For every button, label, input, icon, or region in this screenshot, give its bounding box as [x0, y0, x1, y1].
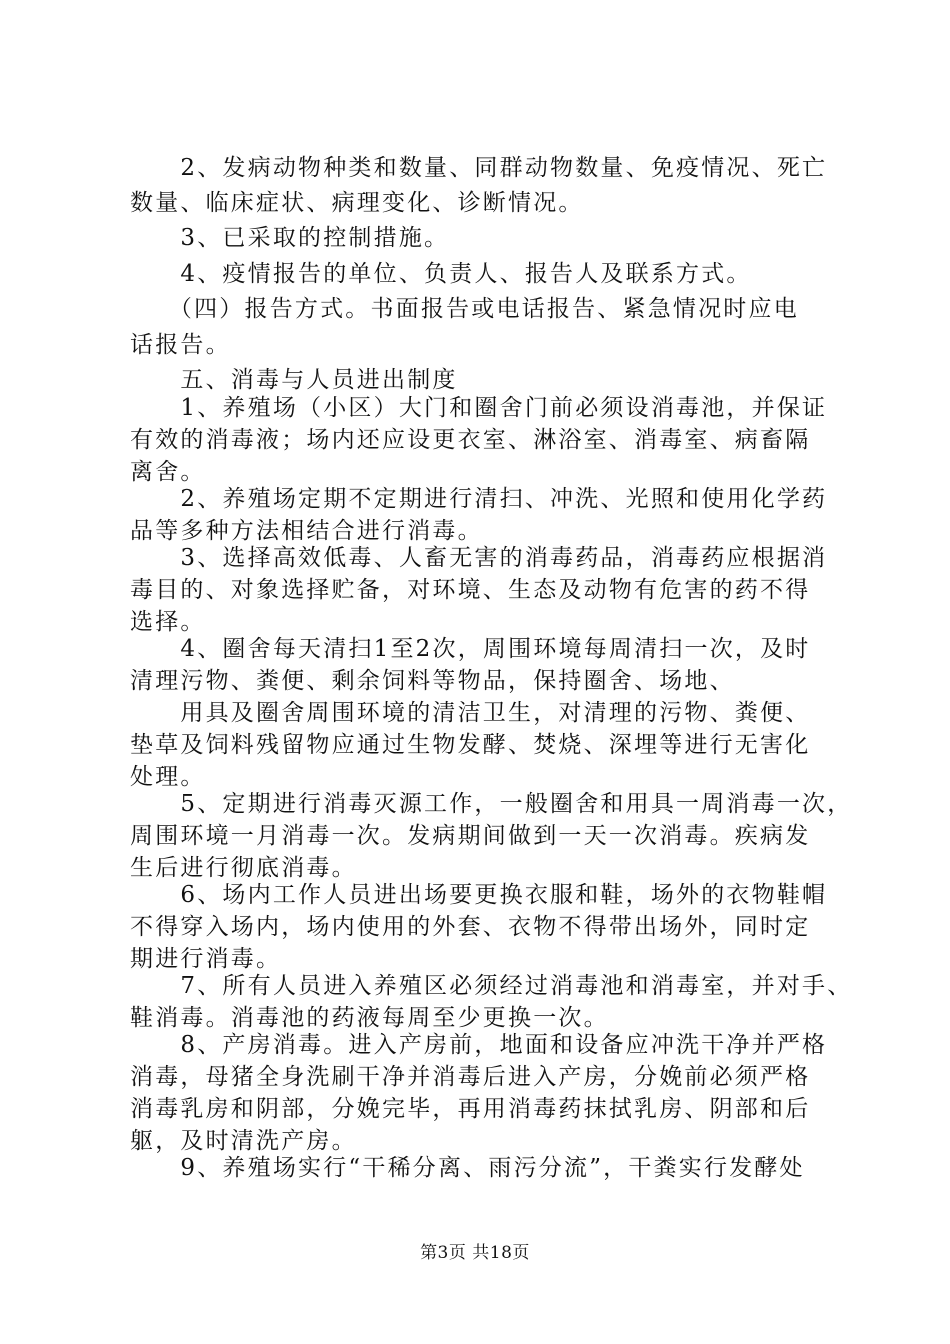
text-line: 鞋消毒。消毒池的药液每周至少更换一次。: [130, 1005, 609, 1031]
text-line: 垫草及饲料残留物应通过生物发酵、焚烧、深埋等进行无害化: [130, 732, 811, 758]
text-line: 有效的消毒液；场内还应设更衣室、淋浴室、消毒室、病畜隔: [130, 427, 811, 453]
text-line: 用具及圈舍周围环境的清洁卫生，对清理的污物、粪便、: [130, 700, 811, 726]
text-line: 选择。: [130, 609, 206, 635]
text-line: 清理污物、粪便、剩余饲料等物品，保持圈舍、场地、: [130, 668, 735, 694]
text-line: 2、发病动物种类和数量、同群动物数量、免疫情况、死亡: [130, 155, 828, 181]
page-number-footer: 第3页 共18页: [420, 1243, 530, 1263]
text-line: 2、养殖场定期不定期进行清扫、冲洗、光照和使用化学药: [130, 486, 828, 512]
text-line: 生后进行彻底消毒。: [130, 855, 357, 881]
section-heading: 五、消毒与人员进出制度: [130, 367, 458, 393]
text-line: 处理。: [130, 764, 206, 790]
text-line: 9、养殖场实行“干稀分离、雨污分流”，干粪实行发酵处: [130, 1155, 805, 1181]
text-line: 6、场内工作人员进出场要更换衣服和鞋，场外的衣物鞋帽: [130, 882, 828, 908]
text-line: 3、已采取的控制措施。: [130, 225, 450, 251]
text-line: 5、定期进行消毒灭源工作，一般圈舍和用具一周消毒一次，: [130, 791, 853, 817]
text-line: 数量、临床症状、病理变化、诊断情况。: [130, 190, 584, 216]
text-line: 3、选择高效低毒、人畜无害的消毒药品，消毒药应根据消: [130, 545, 828, 571]
text-line: 期进行消毒。: [130, 946, 282, 972]
text-line: 7、所有人员进入养殖区必须经过消毒池和消毒室，并对手、: [130, 973, 853, 999]
text-line: 品等多种方法相结合进行消毒。: [130, 518, 483, 544]
text-line: 话报告。: [130, 332, 231, 358]
text-line: 消毒乳房和阴部，分娩完毕，再用消毒药抹拭乳房、阴部和后: [130, 1096, 811, 1122]
text-line: 4、疫情报告的单位、负责人、报告人及联系方式。: [130, 261, 752, 287]
text-line: 消毒，母猪全身洗刷干净并消毒后进入产房，分娩前必须严格: [130, 1064, 811, 1090]
text-line: 毒目的、对象选择贮备，对环境、生态及动物有危害的药不得: [130, 577, 811, 603]
text-line: 不得穿入场内，场内使用的外套、衣物不得带出场外，同时定: [130, 914, 811, 940]
text-line: 1、养殖场（小区）大门和圈舍门前必须设消毒池，并保证: [130, 395, 828, 421]
text-line: 周围环境一月消毒一次。发病期间做到一天一次消毒。疾病发: [130, 823, 811, 849]
text-line: 4、圈舍每天清扫1至2次，周围环境每周清扫一次，及时: [130, 636, 811, 662]
text-line: （四）报告方式。书面报告或电话报告、紧急情况时应电: [130, 296, 799, 322]
text-line: 离舍。: [130, 459, 206, 485]
text-line: 8、产房消毒。进入产房前，地面和设备应冲洗干净并严格: [130, 1032, 828, 1058]
text-line: 躯，及时清洗产房。: [130, 1128, 357, 1154]
